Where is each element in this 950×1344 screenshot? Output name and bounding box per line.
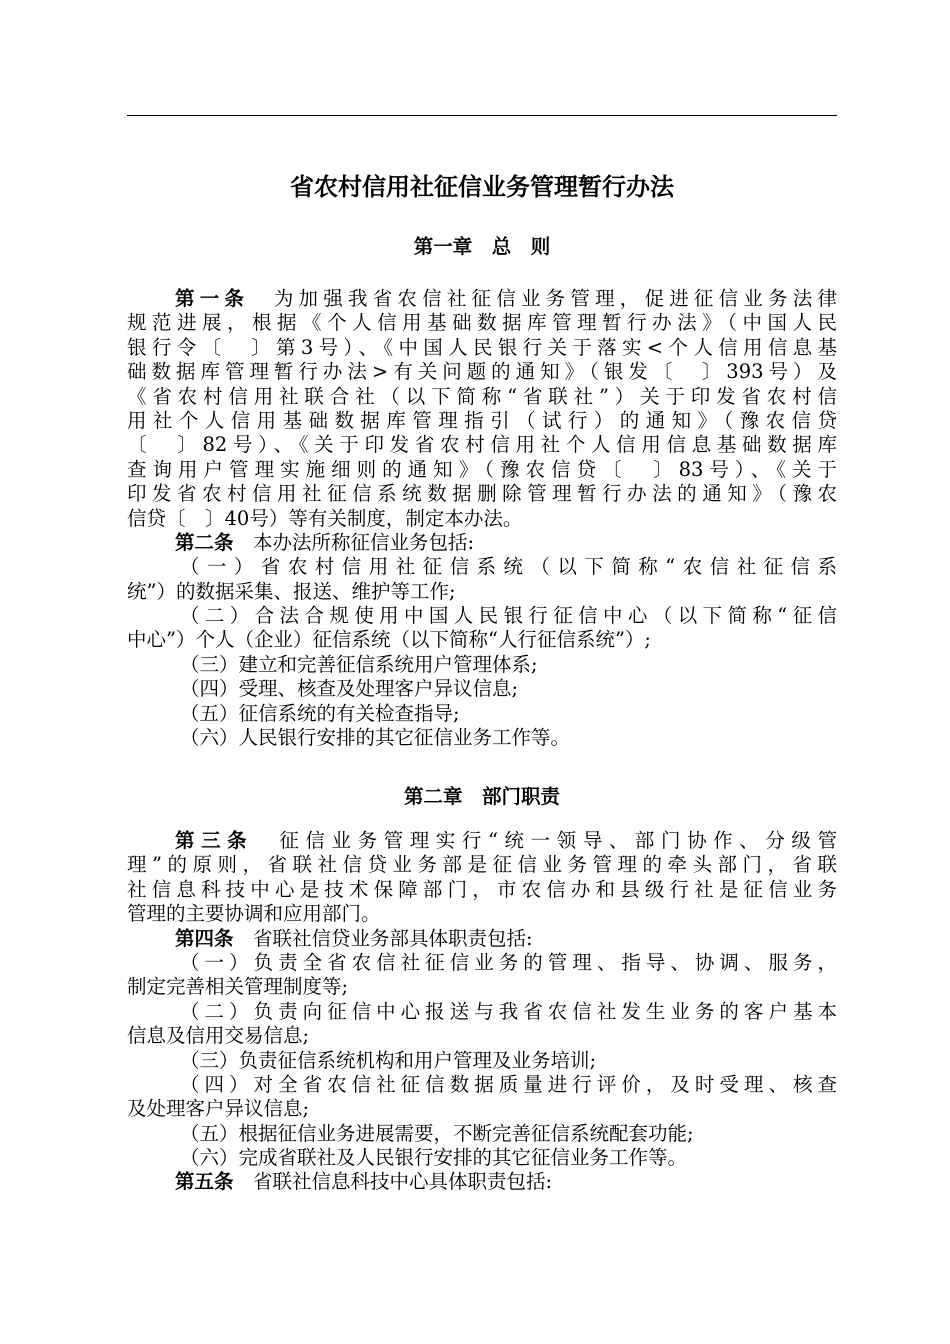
article-4-item-1-cont: 制定完善相关管理制度等; xyxy=(127,975,349,999)
article-2-item-3: （三）建立和完善征信系统用户管理体系; xyxy=(180,652,538,676)
article-2-item-2: （二）合法合规使用中国人民银行征信中心（以下简称“征信 xyxy=(180,604,837,628)
header-rule xyxy=(127,115,837,116)
article-2-item-5: （五）征信系统的有关检查指导; xyxy=(180,701,460,725)
article-2-item-6: （六）人民银行安排的其它征信业务工作等。 xyxy=(180,726,571,750)
article-3-line-1: 第三条 征信业务管理实行“统一领导、部门协作、分级管 xyxy=(175,829,837,852)
article-4-label: 第四条 xyxy=(175,926,234,950)
article-1-line-3: 银行令〔 〕第3号）、《中国人民银行关于落实<个人信用信息基 xyxy=(127,335,837,359)
article-1-line-2: 规范进展，根据《个人信用基础数据库管理暂行办法》（中国人民 xyxy=(127,311,837,335)
article-2-item-2-cont: 中心”）个人（企业）征信系统（以下简称“人行征信系统”）; xyxy=(127,628,651,652)
article-2-item-4: （四）受理、核查及处理客户异议信息; xyxy=(180,677,519,701)
article-3-label: 第三条 xyxy=(175,829,254,852)
article-4-item-6: （六）完成省联社及人民银行安排的其它征信业务工作等。 xyxy=(180,1146,688,1170)
chapter-1-body xyxy=(127,287,837,750)
article-1-label: 第一条 xyxy=(175,287,250,310)
article-5-label: 第五条 xyxy=(175,1170,234,1194)
article-4-item-1: （一）负责全省农信社征信业务的管理、指导、协调、服务， xyxy=(180,950,837,974)
article-3-line-4: 管理的主要协调和应用部门。 xyxy=(127,902,381,926)
chapter-heading-1: 第一章 总 则 xyxy=(413,235,551,258)
article-1-line-4: 础数据库管理暂行办法>有关问题的通知》（银发〔 〕393号）及 xyxy=(127,360,837,384)
document-title: 省农村信用社征信业务管理暂行办法 xyxy=(290,173,674,201)
article-2-item-1-cont: 统”）的数据采集、报送、维护等工作; xyxy=(127,579,456,603)
article-4-item-5: （五）根据征信业务进展需要，不断完善征信系统配套功能; xyxy=(180,1121,694,1145)
article-1-line-5: 《省农村信用社联合社（以下简称“省联社”）关于印发省农村信 xyxy=(127,384,837,408)
article-1-line-1: 第一条 为加强我省农信社征信业务管理，促进征信业务法律 xyxy=(175,287,837,310)
article-1-line-9: 印发省农村信用社征信系统数据删除管理暂行办法的通知》（豫农 xyxy=(127,482,837,506)
article-1-line-8: 查询用户管理实施细则的通知》（豫农信贷〔 〕83号）、《关于 xyxy=(127,457,837,481)
article-4-item-2-cont: 信息及信用交易信息; xyxy=(127,1024,310,1048)
article-3-line-3: 社信息科技中心是技术保障部门，市农信办和县级行社是征信业务 xyxy=(127,877,837,901)
chapter-heading-2: 第二章 部门职责 xyxy=(403,785,560,808)
article-1-line-10: 信贷〔 〕40号）等有关制度，制定本办法。 xyxy=(127,506,523,530)
chapter-2-body xyxy=(127,829,837,1195)
article-4-item-2: （二）负责向征信中心报送与我省农信社发生业务的客户基本 xyxy=(180,999,837,1023)
article-2-item-1: （一）省农村信用社征信系统（以下简称“农信社征信系 xyxy=(180,555,837,579)
article-4-item-3: （三）负责征信系统机构和用户管理及业务培训; xyxy=(180,1048,597,1072)
article-1-line-6: 用社个人信用基础数据库管理指引（试行）的通知》（豫农信贷 xyxy=(127,408,837,432)
article-2-label: 第二条 xyxy=(175,530,234,554)
article-4-item-4-cont: 及处理客户异议信息; xyxy=(127,1097,310,1121)
article-5-intro: 第五条 省联社信息科技中心具体职责包括: xyxy=(175,1170,553,1194)
article-1-line-7: 〔 〕82号）、《关于印发省农村信用社个人信用信息基础数据库 xyxy=(127,433,837,457)
article-4-item-4: （四）对全省农信社征信数据质量进行评价，及时受理、核查 xyxy=(180,1072,837,1096)
article-3-line-2: 理”的原则，省联社信贷业务部是征信业务管理的牵头部门，省联 xyxy=(127,853,837,877)
article-2-intro: 第二条 本办法所称征信业务包括: xyxy=(175,530,475,554)
article-4-intro: 第四条 省联社信贷业务部具体职责包括: xyxy=(175,926,533,950)
